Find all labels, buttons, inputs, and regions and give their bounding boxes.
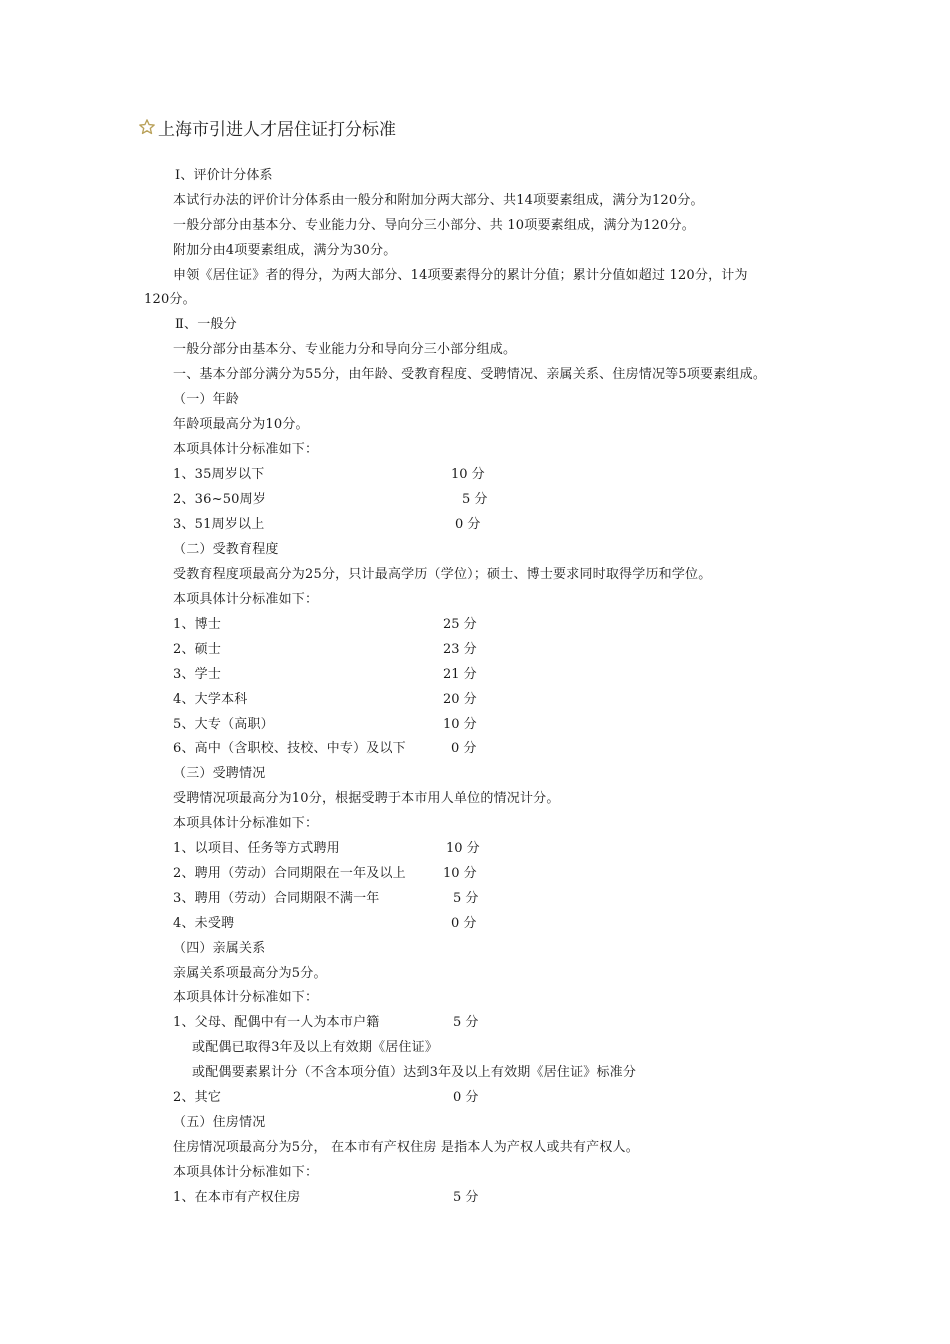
paragraph: 本项具体计分标准如下： [173, 592, 319, 607]
list-item: 1、在本市有产权住房 [173, 1190, 301, 1205]
list-item: 1、父母、配偶中有一人为本市户籍 [173, 1015, 380, 1030]
score-value: 0 分 [455, 517, 481, 532]
score-value: 0 分 [451, 741, 477, 756]
list-item: 4、未受聘 [173, 916, 235, 931]
score-value: 10 分 [451, 467, 485, 482]
list-item-continuation: 或配偶已取得3年及以上有效期《居住证》 [192, 1040, 439, 1055]
section-heading: Ⅰ、评价计分体系 [175, 168, 273, 183]
score-value: 5 分 [453, 891, 479, 906]
list-item: 5、大专（高职） [173, 717, 274, 732]
paragraph: 申领《居住证》者的得分，为两大部分、14项要素得分的累计分值；累计分值如超过 120分，计为 [173, 268, 748, 283]
list-item: 1、以项目、任务等方式聘用 [173, 841, 340, 856]
star-outline-icon [138, 118, 156, 136]
list-item: 1、博士 [173, 617, 222, 632]
score-value: 21 分 [443, 667, 477, 682]
paragraph: 亲属关系项最高分为5分。 [173, 966, 327, 981]
paragraph: 年龄项最高分为10分。 [173, 417, 309, 432]
paragraph: 附加分由4项要素组成，满分为30分。 [173, 243, 397, 258]
subsection-heading: （五）住房情况 [173, 1115, 266, 1130]
paragraph: 本项具体计分标准如下： [173, 816, 319, 831]
score-value: 5 分 [462, 492, 488, 507]
score-value: 10 分 [443, 717, 477, 732]
score-value: 20 分 [443, 692, 477, 707]
list-item: 2、其它 [173, 1090, 222, 1105]
title-text: 上海市引进人才居住证打分标准 [158, 119, 396, 140]
paragraph: 受教育程度项最高分为25分，只计最高学历（学位）；硕士、博士要求同时取得学历和学位。 [173, 567, 712, 582]
score-value: 10 分 [446, 841, 480, 856]
subsection-heading: （三）受聘情况 [173, 766, 266, 781]
subsection-heading: （一）年龄 [173, 392, 240, 407]
list-item: 4、大学本科 [173, 692, 248, 707]
list-item: 2、硕士 [173, 642, 222, 657]
paragraph: 本项具体计分标准如下： [173, 442, 319, 457]
score-value: 0 分 [451, 916, 477, 931]
paragraph: 受聘情况项最高分为10分，根据受聘于本市用人单位的情况计分。 [173, 791, 560, 806]
paragraph: 120分。 [144, 292, 196, 307]
list-item: 6、高中（含职校、技校、中专）及以下 [173, 741, 406, 756]
document-title [138, 114, 396, 140]
score-value: 5 分 [453, 1190, 479, 1205]
section-heading: Ⅱ、一般分 [175, 317, 237, 332]
score-value: 10 分 [443, 866, 477, 881]
list-item: 1、35周岁以下 [173, 467, 265, 482]
paragraph: 本试行办法的评价计分体系由一般分和附加分两大部分、共14项要素组成，满分为120分。 [173, 193, 704, 208]
paragraph: 本项具体计分标准如下： [173, 1165, 319, 1180]
score-value: 25 分 [443, 617, 477, 632]
list-item: 3、聘用（劳动）合同期限不满一年 [173, 891, 380, 906]
score-value: 0 分 [453, 1090, 479, 1105]
list-item: 2、聘用（劳动）合同期限在一年及以上 [173, 866, 406, 881]
paragraph: 一般分部分由基本分、专业能力分和导向分三小部分组成。 [173, 342, 517, 357]
paragraph: 住房情况项最高分为5分， 在本市有产权住房 是指本人为产权人或共有产权人。 [173, 1140, 639, 1155]
list-item: 2、36~50周岁 [173, 492, 267, 507]
subsection-heading: （二）受教育程度 [173, 542, 279, 557]
paragraph: 一、基本分部分满分为55分，由年龄、受教育程度、受聘情况、亲属关系、住房情况等5项要素组成。 [173, 367, 767, 382]
list-item-continuation: 或配偶要素累计分（不含本项分值）达到3年及以上有效期《居住证》标准分 [192, 1065, 637, 1080]
subsection-heading: （四）亲属关系 [173, 941, 266, 956]
score-value: 5 分 [453, 1015, 479, 1030]
paragraph: 本项具体计分标准如下： [173, 990, 319, 1005]
list-item: 3、51周岁以上 [173, 517, 265, 532]
list-item: 3、学士 [173, 667, 222, 682]
paragraph: 一般分部分由基本分、专业能力分、导向分三小部分、共 10项要素组成，满分为120分。 [173, 218, 695, 233]
score-value: 23 分 [443, 642, 477, 657]
